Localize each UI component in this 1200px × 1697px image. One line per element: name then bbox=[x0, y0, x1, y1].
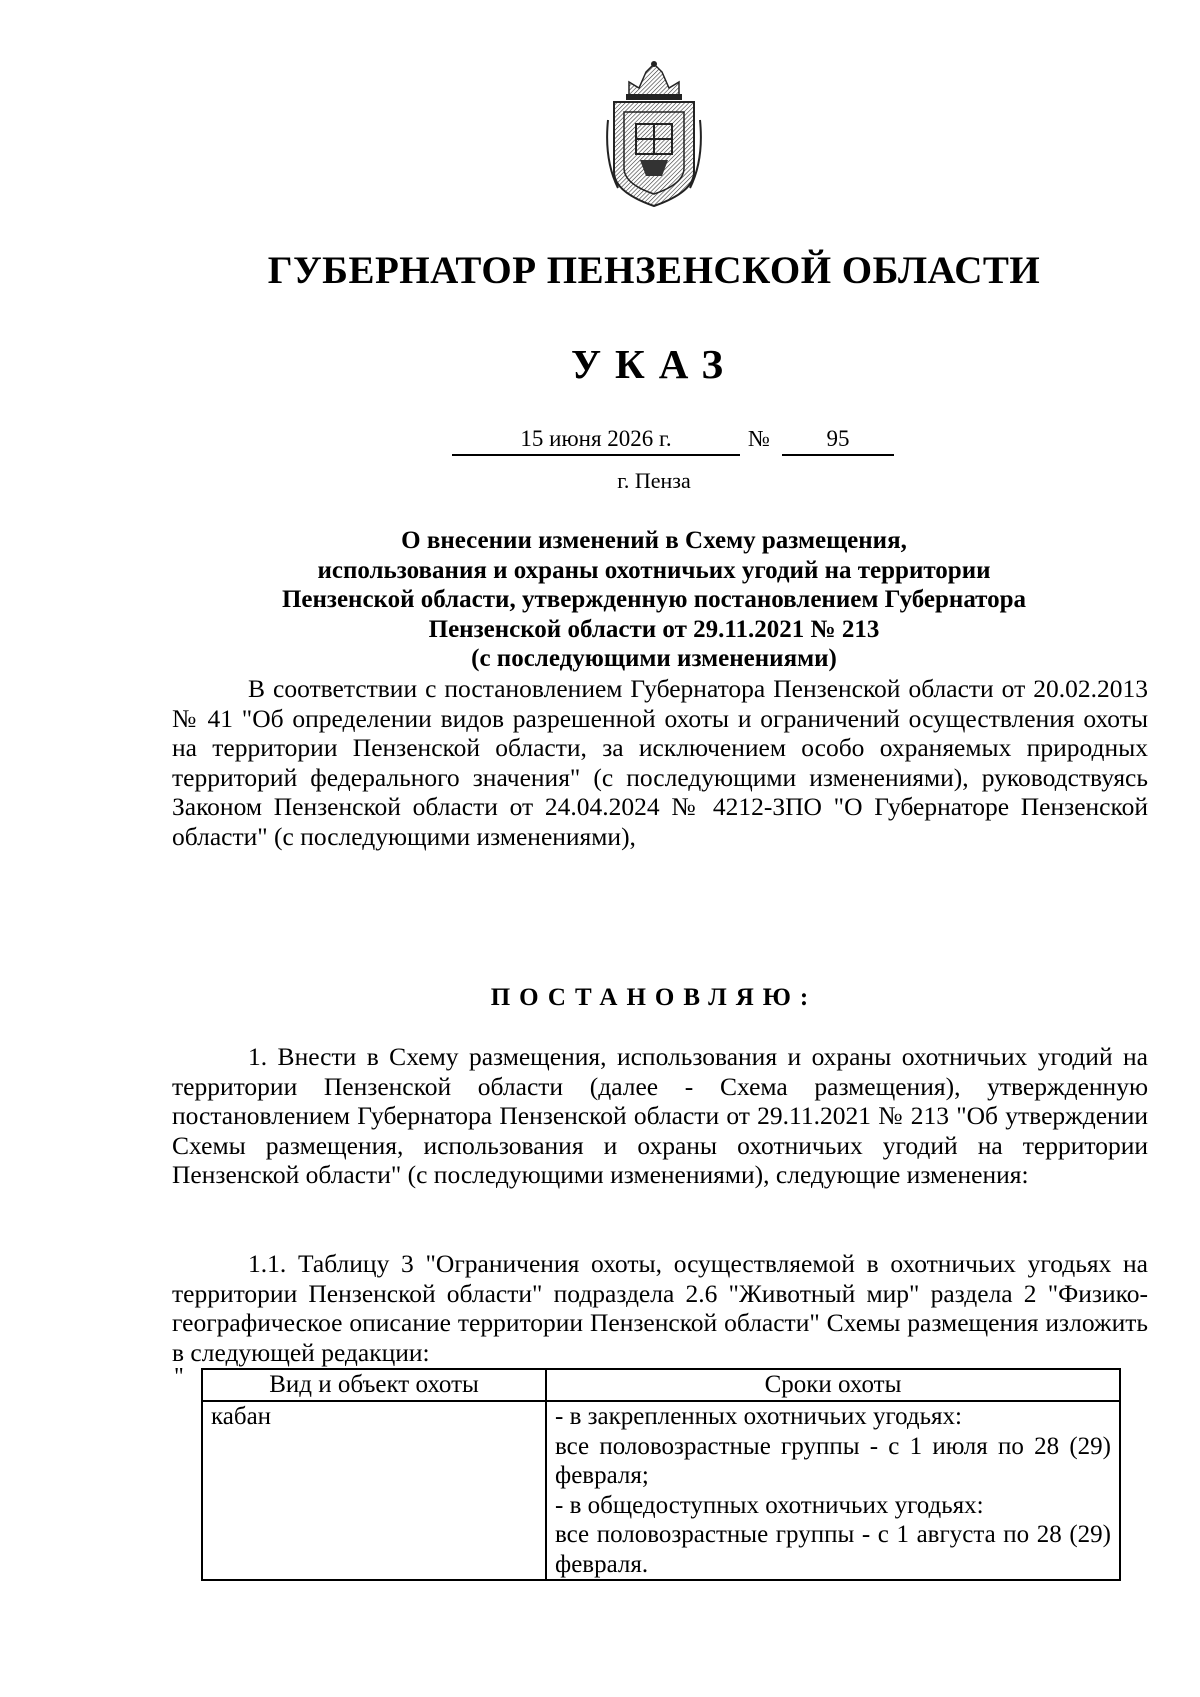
table-header-row bbox=[202, 1369, 1120, 1401]
term-line: - в общедоступных охотничьих угодьях: bbox=[555, 1491, 984, 1519]
document-number: 95 bbox=[782, 426, 894, 456]
item-1-1-paragraph: 1.1. Таблицу 3 "Ограничения охоты, осуществляемой в охотничьих угодьях на территории Пензенской области" подраздела 2.6 "Животный мир" раздела 2 "Физико-географическое описание территории Пензенской области" Схемы размещения изложить в следующей редакции: bbox=[172, 1249, 1148, 1367]
document-date: 15 июня 2026 г. bbox=[452, 426, 740, 456]
term-line: все половозрастные группы - с 1 августа по 28 (29) февраля. bbox=[555, 1521, 1111, 1578]
column-header-object: Вид и объект охоты bbox=[202, 1369, 546, 1401]
coat-of-arms-emblem bbox=[604, 60, 704, 210]
document-type: УКАЗ bbox=[570, 341, 738, 387]
title-line: Пензенской области, утвержденную постановлением Губернатора bbox=[281, 586, 1027, 613]
document-title bbox=[0, 526, 1200, 674]
cell-hunt-object: кабан bbox=[202, 1401, 546, 1580]
title-line: (с последующими изменениями) bbox=[471, 645, 837, 672]
preamble-paragraph: В соответствии с постановлением Губернатора Пензенской области от 20.02.2013 № 41 "Об определении видов разрешенной охоты и ограничений осуществления охоты на территории Пензенской области, за исключением особо охраняемых природных территорий федерального значения" (с последующими изменениями), руководствуясь Законом Пензенской области от 24.04.2024 № 4212-ЗПО "О Губернаторе Пензенской области" (с последующими изменениями), bbox=[172, 674, 1148, 851]
title-line: О внесении изменений в Схему размещения, bbox=[401, 527, 907, 554]
issuing-authority: ГУБЕРНАТОР ПЕНЗЕНСКОЙ ОБЛАСТИ bbox=[267, 249, 1041, 292]
table-open-quote: " bbox=[174, 1364, 184, 1390]
term-line: - в закрепленных охотничьих угодьях: bbox=[555, 1403, 962, 1430]
hunting-terms-table bbox=[201, 1368, 1121, 1581]
title-line: использования и охраны охотничьих угодий на территории bbox=[317, 556, 991, 584]
table-row bbox=[202, 1401, 1120, 1580]
cell-hunt-terms bbox=[546, 1401, 1120, 1580]
decree-word: ПОСТАНОВЛЯЮ: bbox=[490, 984, 818, 1011]
document-city: г. Пенза bbox=[617, 468, 691, 493]
column-header-terms: Сроки охоты bbox=[546, 1369, 1120, 1401]
term-line: все половозрастные группы - с 1 июля по 28 (29) февраля; bbox=[555, 1432, 1111, 1489]
number-sign: № bbox=[748, 426, 770, 451]
item-1-paragraph: 1. Внести в Схему размещения, использования и охраны охотничьих угодий на территории Пензенской области (далее - Схема размещения), утвержденную постановлением Губернатора Пензенской области от 29.11.2021 № 213 "Об утверждении Схемы размещения, использования и охраны охотничьих угодий на территории Пензенской области" (с последующими изменениями), следующие изменения: bbox=[172, 1042, 1148, 1189]
title-line: Пензенской области от 29.11.2021 № 213 bbox=[428, 615, 880, 643]
